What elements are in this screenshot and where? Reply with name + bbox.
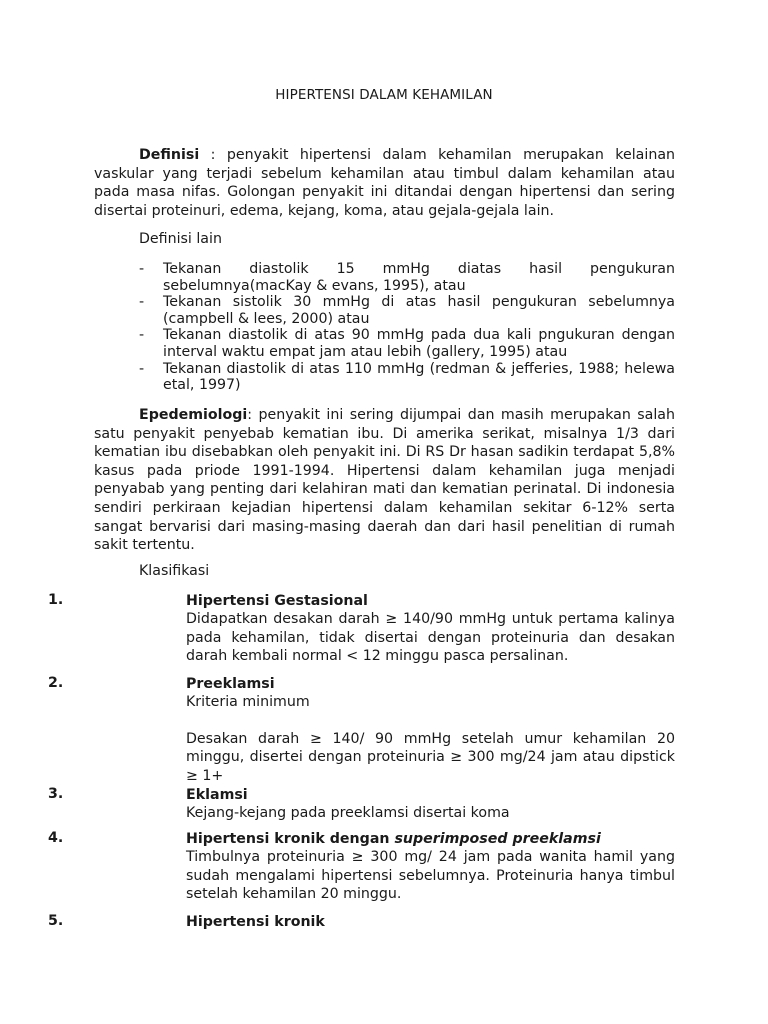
klasifikasi-body: Timbulnya proteinuria ≥ 300 mg/ 24 jam pada wanita hamil yang sudah mengalami hipertensi sebelumnya. Proteinuria hanya timbul setelah kehamilan 20 minggu.	[186, 849, 675, 903]
definisi-label: Definisi	[139, 147, 200, 163]
klasifikasi-number-1: 1.	[48, 592, 64, 608]
list-item	[139, 361, 675, 394]
klasifikasi-heading-italic: superimposed preeklamsi	[394, 831, 601, 847]
definisi-paragraph	[94, 146, 675, 220]
klasifikasi-body: Kejang-kejang pada preeklamsi disertai koma	[186, 805, 510, 822]
klasifikasi-heading: Eklamsi	[186, 787, 248, 803]
klasifikasi-body: Desakan darah ≥ 140/ 90 mmHg setelah umur kehamilan 20 minggu, disertei dengan proteinuria ≥ 300 mg/24 jam atau dipstick ≥ 1+	[186, 730, 675, 784]
definisi-lain-list	[139, 261, 675, 394]
document-title: HIPERTENSI DALAM KEHAMILAN	[275, 87, 493, 103]
klasifikasi-subheading: Kriteria minimum	[186, 694, 310, 711]
klasifikasi-body: Didapatkan desakan darah ≥ 140/90 mmHg untuk pertama kalinya pada kehamilan, tidak disertai dengan proteinuria dan desakan darah kembali normal < 12 minggu pasca persalinan.	[186, 611, 675, 665]
list-item-text: Tekanan diastolik 15 mmHg diatas hasil pengukuran sebelumnya(macKay & evans, 1995), atau	[163, 261, 675, 294]
list-dash: -	[139, 294, 145, 311]
klasifikasi-item-2	[186, 675, 675, 785]
list-dash: -	[139, 360, 145, 377]
list-item-text: Tekanan sistolik 30 mmHg di atas hasil pengukuran sebelumnya (campbell & lees, 2000) atau	[163, 294, 675, 327]
list-dash: -	[139, 261, 145, 277]
klasifikasi-label: Klasifikasi	[139, 563, 210, 579]
klasifikasi-heading: Hipertensi Gestasional	[186, 593, 368, 609]
list-item-text: Tekanan diastolik di atas 90 mmHg pada dua kali pngukuran dengan interval waktu empat jam atau lebih (gallery, 1995) atau	[163, 327, 675, 360]
definisi-text: : penyakit hipertensi dalam kehamilan merupakan kelainan vaskular yang terjadi sebelum kehamilan atau timbul dalam kehamilan atau pada masa nifas. Golongan penyakit ini ditandai dengan hipertensi dan sering disertai proteinuri, edema, kejang, koma, atau gejala-gejala lain.	[94, 147, 675, 219]
klasifikasi-number-4: 4.	[48, 830, 64, 846]
klasifikasi-item-1	[186, 592, 675, 666]
list-item-text: Tekanan diastolik di atas 110 mmHg (redman & jefferies, 1988; helewa etal, 1997)	[163, 360, 675, 394]
klasifikasi-heading	[186, 830, 675, 848]
list-dash: -	[139, 327, 145, 344]
klasifikasi-item-3	[186, 786, 675, 823]
klasifikasi-heading-text: Hipertensi kronik dengan	[186, 831, 395, 847]
klasifikasi-item-5	[186, 913, 675, 931]
klasifikasi-item-4	[186, 830, 675, 904]
klasifikasi-heading: Preeklamsi	[186, 676, 275, 692]
klasifikasi-number-5: 5.	[48, 913, 64, 929]
klasifikasi-number-3: 3.	[48, 786, 64, 802]
epidemiologi-label: Epedemiologi	[139, 407, 248, 423]
epidemiologi-paragraph	[94, 406, 675, 555]
list-item	[139, 294, 675, 327]
list-item	[139, 261, 675, 294]
epidemiologi-text: : penyakit ini sering dijumpai dan masih merupakan salah satu penyakit penyebab kematian ibu. Di amerika serikat, misalnya 1/3 dari kematian ibu disebabkan oleh penyakit ini. Di RS Dr hasan sadikin terdapat 5,8% kasus pada priode 1991-1994. Hipertensi dalam kehamilan juga menjadi penyabab yang penting dari kelahiran mati dan kematian perinatal. Di indonesia sendiri perkiraan kejadian hipertensi dalam kehamilan sekitar 6-12% serta sangat bervarisi dari masing-masing daerah dan dari hasil penelitian di rumah sakit tertentu.	[94, 407, 675, 554]
klasifikasi-heading: Hipertensi kronik	[186, 914, 325, 930]
list-item	[139, 327, 675, 360]
definisi-lain-label: Definisi lain	[139, 231, 222, 247]
klasifikasi-number-2: 2.	[48, 675, 64, 691]
